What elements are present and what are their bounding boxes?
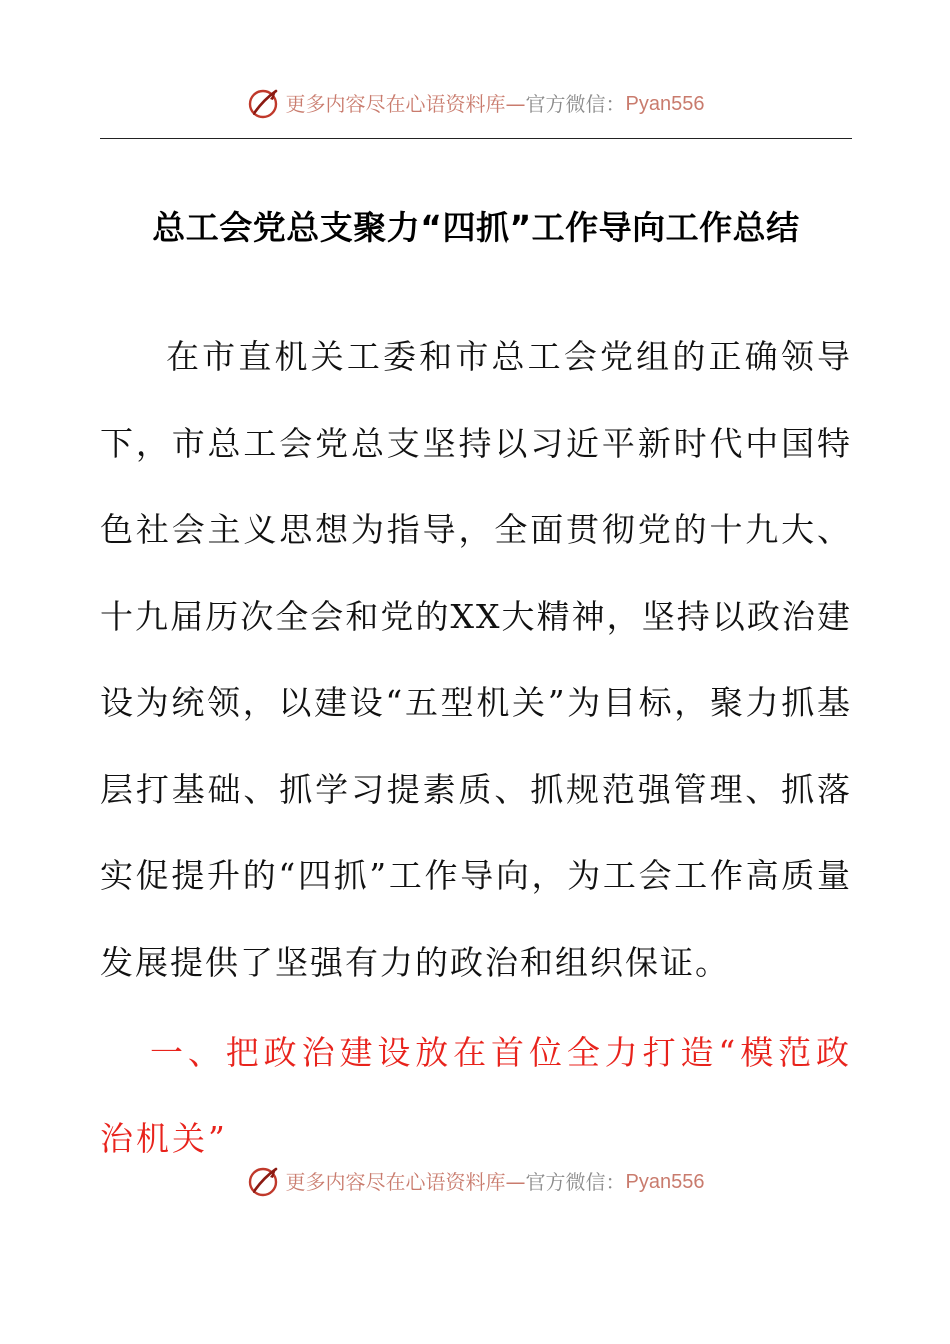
banner-text — [286, 1172, 705, 1192]
banner-dash: — — [505, 92, 526, 116]
banner-main-text: 更多内容尽在心语资料库 — [285, 92, 506, 116]
banner-wechat-id: Pyan556 — [625, 1171, 705, 1193]
document-title: 总工会党总支聚力“四抓”工作导向工作总结 — [152, 208, 800, 247]
banner-dash: — — [505, 1170, 526, 1194]
banner-wechat-id: Pyan556 — [625, 93, 705, 115]
body-paragraph: 在市直机关工委和市总工会党组的正确领导下，市总工会党总支坚持以习近平新时代中国特色社会主义思想为指导，全面贯彻党的十九大、十九届历次全会和党的XX大精神，坚持以政治建设为统领，以建设“五型机关”为目标，聚力抓基层打基础、抓学习提素质、抓规范强管理、抓落实促提升的“四抓”工作导向，为工会工作高质量发展提供了坚强有力的政治和组织保证。 — [100, 337, 852, 982]
banner-main-text: 更多内容尽在心语资料库 — [285, 1170, 506, 1194]
header-banner — [0, 84, 950, 124]
banner-text — [286, 94, 705, 114]
quill-seal-icon — [246, 87, 280, 121]
header-divider — [100, 138, 852, 139]
section-heading: 一、把政治建设放在首位全力打造“模范政治机关” — [100, 1033, 852, 1158]
quill-seal-icon — [246, 1165, 280, 1199]
banner-official-label: 官方微信： — [525, 92, 626, 116]
footer-banner — [0, 1162, 950, 1202]
banner-official-label: 官方微信： — [525, 1170, 626, 1194]
